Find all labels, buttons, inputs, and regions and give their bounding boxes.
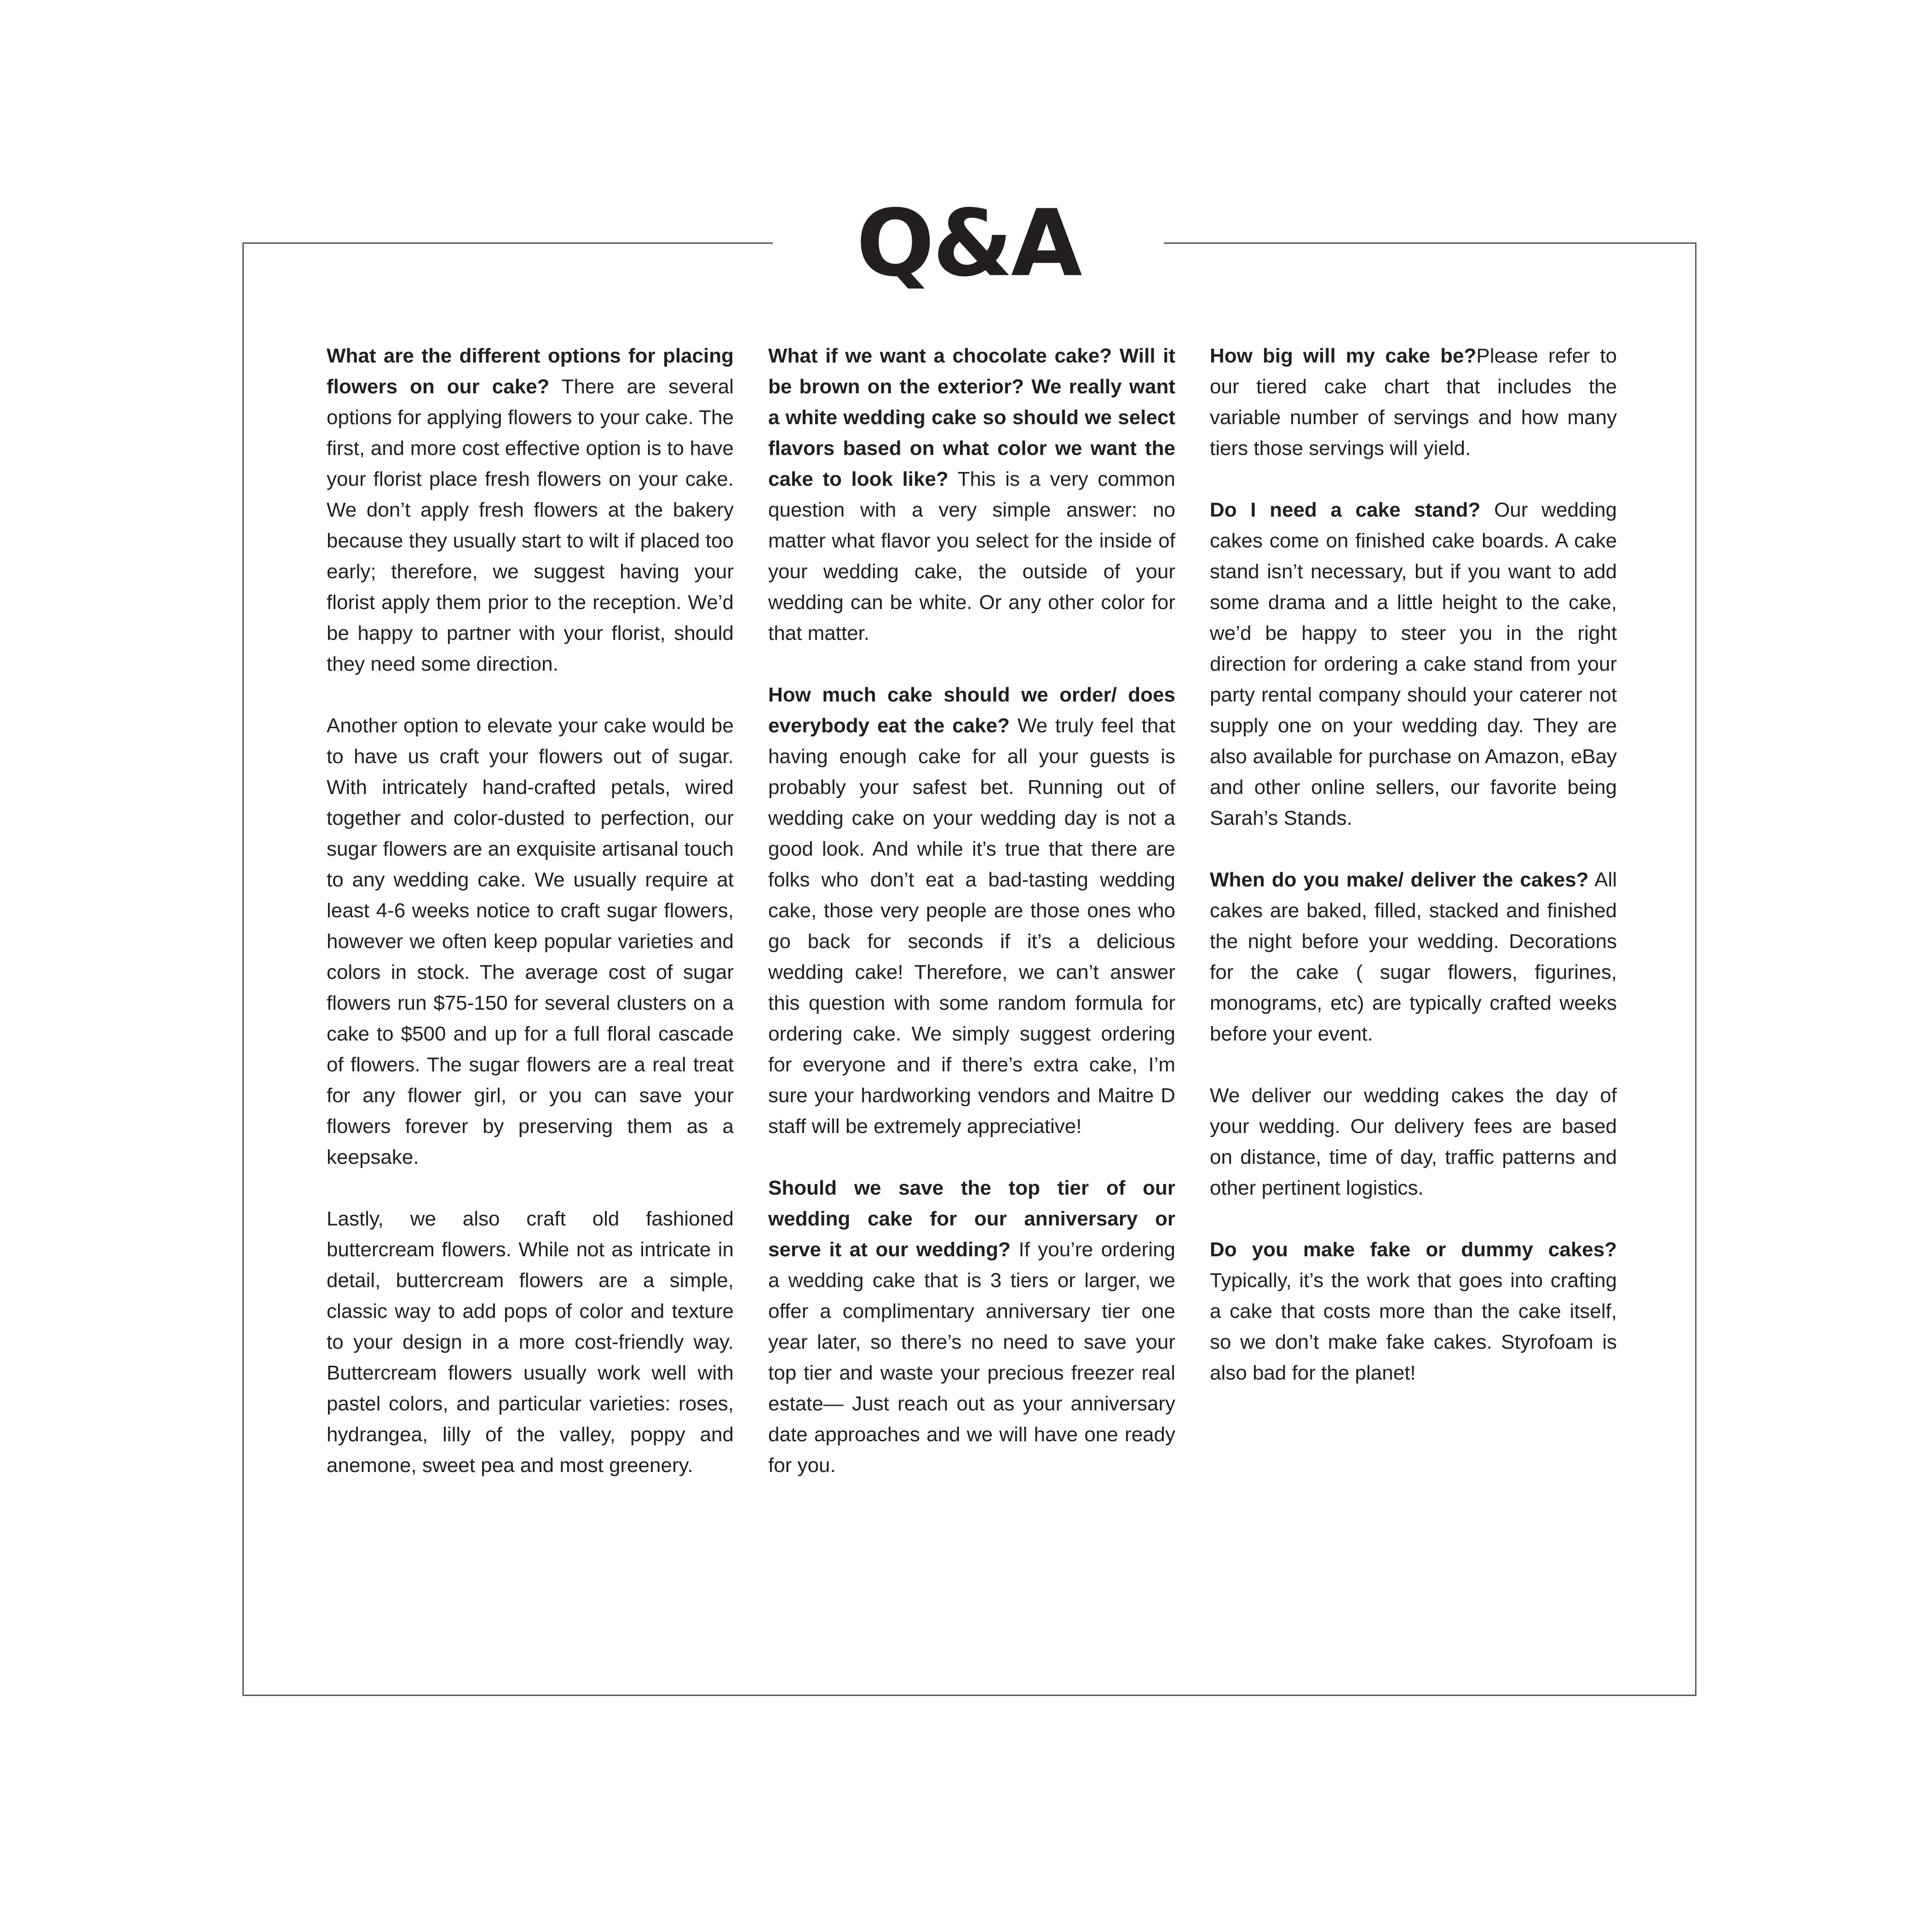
page-title: Q&A xyxy=(856,190,1081,297)
qa-paragraph xyxy=(1210,1234,1617,1388)
qa-item-cake-stand xyxy=(1210,494,1617,834)
column-1 xyxy=(327,340,734,1512)
column-3 xyxy=(1210,340,1617,1419)
qa-answer: We truly feel that having enough cake for all your guests is probably your safest bet. Running out of wedding cake on your wedding day is not a good look. And while it’s true that there are folks who don’t eat a bad-tasting wedding cake, those very people are those ones who go back for seconds if it’s a delicious wedding cake! Therefore, we can’t answer this question with some random formula for ordering cake. We simply suggest ordering for everyone and if there’s extra cake, I’m sure your hardworking vendors and Maitre D staff will be extremely appreciative! xyxy=(768,714,1175,1138)
qa-answer: Typically, it’s the work that goes into crafting a cake that costs more than the cake itself, so we don’t make fake cakes. Styrofoam is also bad for the planet! xyxy=(1210,1269,1617,1384)
qa-question: What if we want a chocolate cake? Will it be brown on the exterior? We really want a white wedding cake so should we select flavors based on what color we want the cake to look like? xyxy=(768,345,1175,490)
qa-answer: If you’re ordering a wedding cake that is 3 tiers or larger, we offer a complimentary anniversary tier one year later, so there’s no need to save your top tier and waste your precious freezer real estate— Just reach out as your anniversary date approaches and we will have one ready for you. xyxy=(768,1238,1176,1477)
qa-answer-paragraph: Another option to elevate your cake would be to have us craft your flowers out of sugar. With intricately hand-crafted petals, wired together and color-dusted to perfection, our sugar flowers are an exquisite artisanal touch to any wedding cake. We usually require at least 4-6 weeks notice to craft sugar flowers, however we often keep popular varieties and colors in stock. The average cost of sugar flowers run $75-150 for several clusters on a cake to $500 and up for a full floral cascade of flowers. The sugar flowers are a real treat for any flower girl, or you can save your flowers forever by preserving them as a keepsake. xyxy=(327,714,734,1168)
qa-answer-paragraph: We deliver our wedding cakes the day of your wedding. Our delivery fees are based on distance, time of day, traffic patterns and other pertinent logistics. xyxy=(1210,1084,1617,1199)
qa-paragraph xyxy=(1210,864,1617,1049)
qa-item-fake-cakes xyxy=(1210,1234,1617,1388)
qa-answer-paragraph: Lastly, we also craft old fashioned buttercream flowers. While not as intricate in detail, buttercream flowers are a simple, classic way to add pops of color and texture to your design in a more cost-friendly way. Buttercream flowers usually work well with pastel colors, and particular varieties: roses, hydrangea, lilly of the valley, poppy and anemone, sweet pea and most greenery. xyxy=(327,1208,734,1477)
title-area xyxy=(773,175,1164,313)
qa-question: Do I need a cake stand? xyxy=(1210,499,1481,521)
qa-answer: All cakes are baked, filled, stacked and finished the night before your wedding. Decorations for the cake ( sugar flowers, figurines, monograms, etc) are typically crafted weeks before your event. xyxy=(1210,868,1617,1045)
qa-paragraph xyxy=(768,679,1175,1142)
qa-question: Should we save the top tier of our wedding cake for our anniversary or serve it at our wedding? xyxy=(768,1177,1175,1261)
qa-question: When do you make/ deliver the cakes? xyxy=(1210,868,1589,891)
qa-answer: Please refer to our tiered cake chart that includes the variable number of servings and how many tiers those servings will yield. xyxy=(1210,345,1617,460)
qa-item-delivery xyxy=(1210,864,1617,1203)
qa-item-cake-size xyxy=(1210,340,1617,464)
qa-item-how-much-cake xyxy=(768,679,1175,1142)
qa-question: How much cake should we order/ does everybody eat the cake? xyxy=(768,684,1175,737)
qa-answer: Our wedding cakes come on finished cake boards. A cake stand isn’t necessary, but if you want to add some drama and a little height to the cake, we’d be happy to steer you in the right direction for ordering a cake stand from your party rental company should your caterer not supply one on your wedding day. They are also available for purchase on Amazon, eBay and other online sellers, our favorite being Sarah’s Stands. xyxy=(1210,499,1617,829)
qa-question: Do you make fake or dummy cakes? xyxy=(1210,1238,1617,1261)
qa-answer: This is a very common question with a very simple answer: no matter what flavor you select for the inside of your wedding cake, the outside of your wedding can be white. Or any other color for that matter. xyxy=(768,468,1175,644)
qa-question: How big will my cake be? xyxy=(1210,345,1477,367)
qa-question: What are the different options for placing flowers on our cake? xyxy=(327,345,734,398)
qa-paragraph xyxy=(327,340,734,679)
qa-paragraph xyxy=(1210,494,1617,834)
qa-paragraph xyxy=(768,1173,1175,1481)
qa-item-flowers xyxy=(327,340,734,1481)
qa-item-chocolate-cake xyxy=(768,340,1175,649)
qa-paragraph xyxy=(768,340,1175,649)
qa-item-top-tier xyxy=(768,1173,1175,1481)
column-2 xyxy=(768,340,1175,1512)
qa-paragraph xyxy=(1210,340,1617,464)
qa-answer: There are several options for applying flowers to your cake. The first, and more cost effective option is to have your florist place fresh flowers on your cake. We don’t apply fresh flowers at the bakery because they usually start to wilt if placed too early; therefore, we suggest having your florist apply them prior to the reception. We’d be happy to partner with your florist, should they need some direction. xyxy=(327,375,734,675)
